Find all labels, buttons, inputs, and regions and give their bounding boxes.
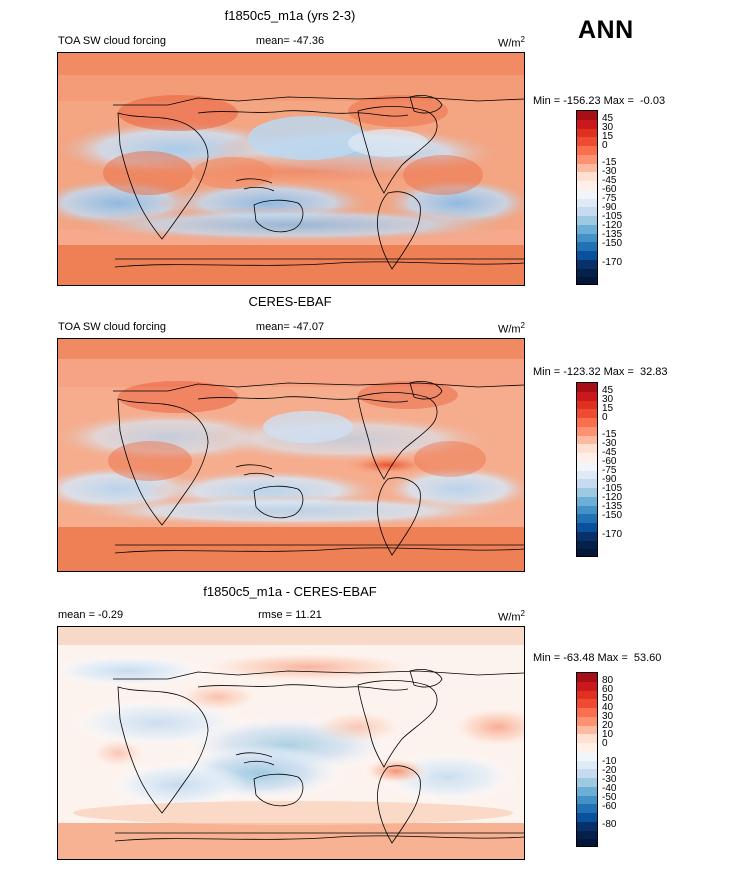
cbar-tick: -15	[602, 157, 617, 168]
colorbar-obs	[576, 382, 598, 557]
cbar-tick: -40	[602, 783, 617, 794]
cbar-tick: 50	[602, 693, 614, 704]
panel-units-label	[420, 321, 525, 336]
panel-minmax-label: Min = -123.32 Max = 32.83	[533, 366, 668, 378]
units-exponent: 2	[520, 35, 525, 44]
colorbar-difference	[576, 672, 598, 847]
cbar-tick: -30	[602, 774, 617, 785]
cbar-tick: 40	[602, 702, 614, 713]
cbar-tick: 0	[602, 140, 608, 151]
cbar-tick: -80	[602, 819, 617, 830]
units-text: W/m	[497, 37, 521, 50]
panel-rmse-label: rmse = 11.21	[258, 609, 322, 621]
panel-model	[0, 0, 733, 290]
units-text: W/m	[497, 323, 521, 336]
cbar-tick: -60	[602, 184, 617, 195]
cbar-tick: 10	[602, 729, 614, 740]
cbar-tick: -75	[602, 193, 617, 204]
cbar-tick: 0	[602, 738, 608, 749]
cbar-tick: 80	[602, 675, 614, 686]
cbar-tick: -170	[602, 257, 623, 268]
cbar-tick: -135	[602, 501, 623, 512]
cbar-tick: 30	[602, 711, 614, 722]
panel-mean-label: mean = -0.29	[58, 609, 124, 621]
colorbar-labels-model	[602, 110, 642, 285]
cbar-tick: 30	[602, 394, 614, 405]
cbar-tick: -60	[602, 456, 617, 467]
cbar-tick: -150	[602, 238, 623, 249]
cbar-tick: -90	[602, 474, 617, 485]
units-exponent: 2	[520, 321, 525, 330]
cbar-tick: -50	[602, 792, 617, 803]
map-obs[interactable]	[57, 338, 525, 572]
cbar-tick: 20	[602, 720, 614, 731]
panel-minmax-label: Min = -63.48 Max = 53.60	[533, 652, 662, 664]
units-exponent: 2	[520, 609, 525, 618]
cbar-tick: -105	[602, 483, 623, 494]
cbar-tick: -150	[602, 510, 623, 521]
cbar-tick: -30	[602, 438, 617, 449]
cbar-tick: -15	[602, 429, 617, 440]
cbar-tick: 30	[602, 122, 614, 133]
panel-title: f1850c5_m1a (yrs 2-3)	[224, 8, 356, 23]
colorbar-model	[576, 110, 598, 285]
season-title: ANN	[578, 16, 634, 44]
panel-difference	[0, 580, 733, 872]
colorbar-labels-difference	[602, 672, 642, 847]
cbar-tick: 60	[602, 684, 614, 695]
cbar-tick: -45	[602, 175, 617, 186]
cbar-tick: -105	[602, 211, 623, 222]
cbar-tick: -120	[602, 492, 623, 503]
panel-minmax-label: Min = -156.23 Max = -0.03	[533, 95, 666, 107]
panel-units-label	[420, 609, 525, 624]
cbar-tick: -75	[602, 465, 617, 476]
map-model[interactable]	[57, 52, 525, 286]
cbar-tick: 45	[602, 113, 614, 124]
cbar-tick: -45	[602, 447, 617, 458]
cbar-tick: -135	[602, 229, 623, 240]
cbar-tick: -170	[602, 529, 623, 540]
panel-mean-label: mean= -47.36	[255, 35, 325, 47]
cbar-tick: -120	[602, 220, 623, 231]
cbar-tick: 15	[602, 403, 614, 414]
units-text: W/m	[497, 611, 521, 624]
cbar-tick: 0	[602, 412, 608, 423]
colorbar-labels-obs	[602, 382, 642, 557]
panel-mean-label: mean= -47.07	[255, 321, 325, 333]
cbar-tick: 45	[602, 385, 614, 396]
cbar-tick: -60	[602, 801, 617, 812]
panel-variable-label: TOA SW cloud forcing	[58, 321, 167, 333]
cbar-tick: -10	[602, 756, 617, 767]
panel-title: CERES-EBAF	[248, 294, 332, 309]
panel-obs	[0, 290, 733, 580]
cbar-tick: -20	[602, 765, 617, 776]
panel-title: f1850c5_m1a - CERES-EBAF	[203, 584, 377, 599]
cbar-tick: 15	[602, 131, 614, 142]
panel-variable-label: TOA SW cloud forcing	[58, 35, 167, 47]
cbar-tick: -30	[602, 166, 617, 177]
panel-units-label	[420, 35, 525, 50]
map-difference[interactable]	[57, 626, 525, 860]
cbar-tick: -90	[602, 202, 617, 213]
